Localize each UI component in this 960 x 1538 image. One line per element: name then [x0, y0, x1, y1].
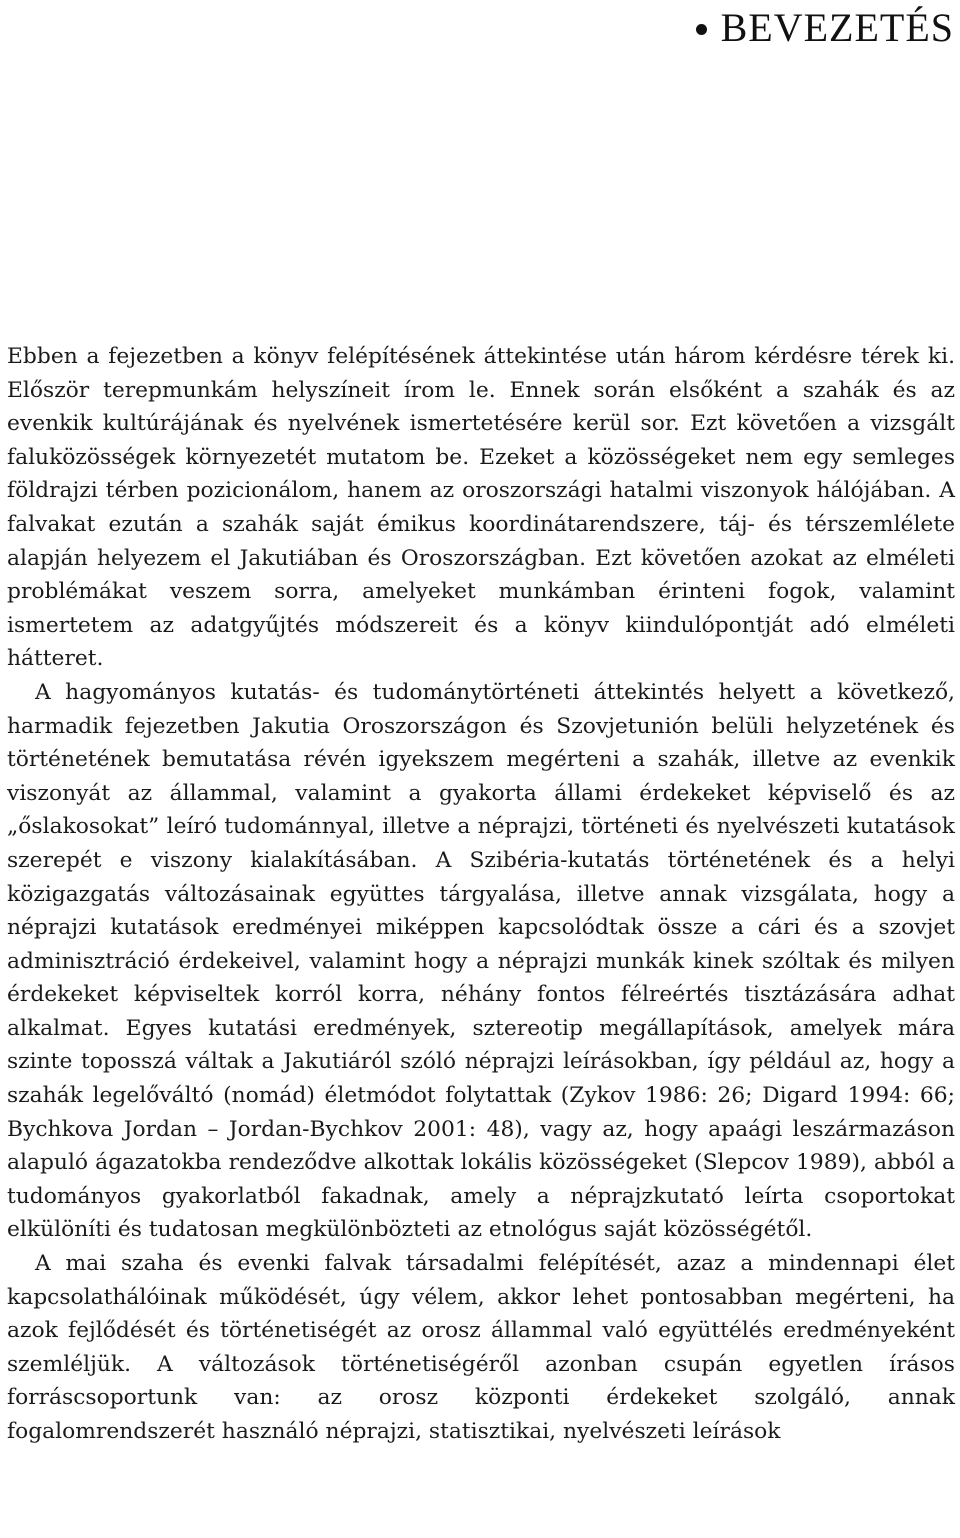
- body-text: [7, 340, 955, 1449]
- paragraph-2: A hagyományos kutatás- és tudománytörténeti áttekintés helyett a következő, harmadik fejezetben Jakutia Oroszországon és Szovjetunión belüli helyzetének és történetének bemutatása révén igyekszem megérteni a szahák, illetve az evenkik viszonyát az állammal, valamint a gyakorta állami érdekeket képviselő és az „őslakosokat” leíró tudománnyal, illetve a néprajzi, történeti és nyelvészeti kutatások szerepét e viszony kialakításában. A Szibéria-kutatás történetének és a helyi közigazgatás változásainak együttes tárgyalása, illetve annak vizsgálata, hogy a néprajzi kutatások eredményei miképpen kapcsolódtak össze a cári és a szovjet adminisztráció érdekeivel, valamint hogy a néprajzi munkák kinek szóltak és milyen érdekeket képviseltek korról korra, néhány fontos félreértés tisztázására adhat alkalmat. Egyes kutatási eredmények, sztereotip megállapítások, amelyek mára szinte toposszá váltak a Jakutiáról szóló néprajzi leírásokban, így például az, hogy a szahák legelőváltó (nomád) életmódot folytattak (Zykov 1986: 26; Digard 1994: 66; Bychkova Jordan – Jordan-Bychkov 2001: 48), vagy az, hogy apaági leszármazáson alapuló ágazatokba rendeződve alkottak lokális közösségeket (Slepcov 1989), abból a tudományos gyakorlatból fakadnak, amely a néprajzkutató leírta csoportokat elkülöníti és tudatosan megkülönbözteti az etnológus saját közösségétől.: [7, 679, 955, 1243]
- paragraph-1: Ebben a fejezetben a könyv felépítésének áttekintése után három kérdésre térek ki. Először terepmunkám helyszíneit írom le. Ennek során elsőként a szahák és az evenkik kultúrájának és nyelvének ismertetésére kerül sor. Ezt követően a vizsgált faluközösségek környezetét mutatom be. Ezeket a közösségeket nem egy semleges földrajzi térben pozicionálom, hanem az oroszországi hatalmi viszonyok hálójában. A falvakat ezután a szahák saját émikus koordinátarendszere, táj- és térszemlélete alapján helyezem el Jakutiában és Oroszországban. Ezt követően azokat az elméleti problémákat veszem sorra, amelyeket munkámban érinteni fogok, valamint ismertetem az adatgyűjtés módszereit és a könyv kiindulópontját adó elméleti hátteret.: [7, 344, 955, 672]
- chapter-header: [696, 4, 954, 52]
- chapter-title: BEVEZETÉS: [720, 5, 954, 50]
- paragraph-3: A mai szaha és evenki falvak társadalmi felépítését, azaz a mindennapi élet kapcsolathálóinak működését, úgy vélem, akkor lehet pontosabban megérteni, ha azok fejlődését és történetiségét az orosz állammal való együttélés eredményeként szemléljük. A változások történetiségéről azonban csupán egyetlen írásos forráscsoportunk van: az orosz központi érdekeket szolgáló, annak fogalomrendszerét használó néprajzi, statisztikai, nyelvészeti leírások: [7, 1251, 955, 1444]
- bullet-icon: [696, 24, 707, 35]
